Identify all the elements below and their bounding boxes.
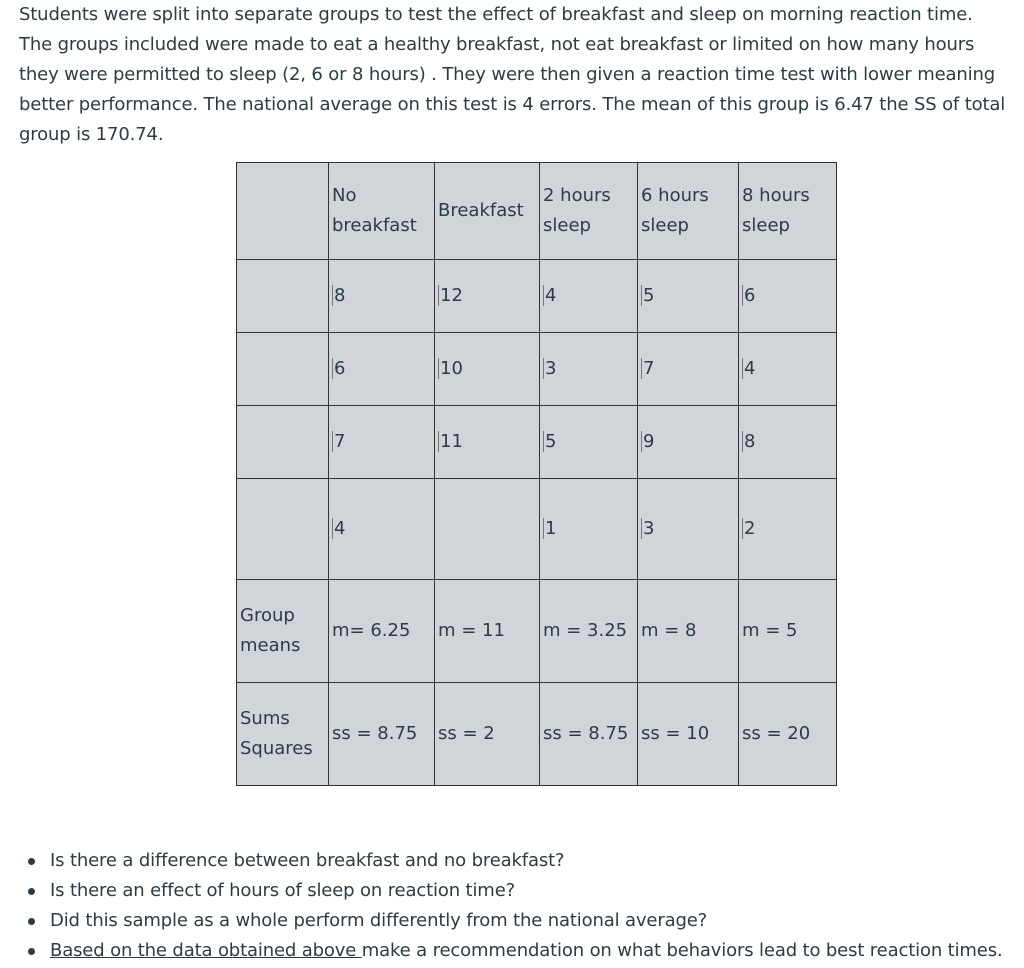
question-text: Is there a difference between breakfast and no breakfast? xyxy=(50,850,565,871)
table-cell xyxy=(739,479,837,580)
cell-value: 5 xyxy=(545,431,557,452)
mean-cell: m = 3.25 xyxy=(540,580,638,683)
group-means-row xyxy=(237,580,837,683)
table-row xyxy=(237,406,837,479)
cell-value: 2 xyxy=(744,518,756,539)
ss-cell: ss = 20 xyxy=(739,683,837,786)
table-cell xyxy=(638,479,739,580)
row-label-cell xyxy=(237,479,329,580)
table-header-row xyxy=(237,163,837,260)
cell-value: 8 xyxy=(744,431,756,452)
table-row xyxy=(237,479,837,580)
cell-value: 6 xyxy=(334,358,346,379)
cell-value: 6 xyxy=(744,285,756,306)
cell-value: 4 xyxy=(334,518,346,539)
mean-cell: m = 11 xyxy=(435,580,540,683)
header-2-hours-label: 2 hours sleep xyxy=(543,185,611,236)
header-2-hours-sleep xyxy=(540,163,638,260)
table-cell xyxy=(638,406,739,479)
mean-cell: m = 8 xyxy=(638,580,739,683)
question-text: Is there an effect of hours of sleep on reaction time? xyxy=(50,880,516,901)
table-row xyxy=(237,260,837,333)
table-cell xyxy=(638,260,739,333)
cell-value: 9 xyxy=(643,431,655,452)
intro-paragraph: Students were split into separate groups to test the effect of breakfast and sleep on morning reaction time. The groups included were made to eat a healthy breakfast, not eat breakfast or limited on how many hours they were permitted to sleep (2, 6 or 8 hours) . They were then given a reaction time test with lower meaning better performance. The national average on this test is 4 errors. The mean of this group is 6.47 the SS of total group is 170.74. xyxy=(19,4,1006,145)
ss-cell: ss = 2 xyxy=(435,683,540,786)
sums-squares-label: Sums Squares xyxy=(237,683,329,786)
table-row xyxy=(237,333,837,406)
list-item xyxy=(50,846,1020,876)
cell-value: 7 xyxy=(334,431,346,452)
table-cell xyxy=(435,260,540,333)
list-item xyxy=(50,876,1020,906)
table-cell xyxy=(329,406,435,479)
cell-value: 3 xyxy=(545,358,557,379)
header-breakfast-label: Breakfast xyxy=(438,200,524,221)
table-cell xyxy=(540,333,638,406)
table-cell xyxy=(540,406,638,479)
header-6-hours-label: 6 hours sleep xyxy=(641,185,709,236)
header-no-breakfast-label: No breakfast xyxy=(332,185,417,236)
table-cell xyxy=(329,333,435,406)
list-item xyxy=(50,936,1020,966)
sums-squares-row xyxy=(237,683,837,786)
row-label-cell xyxy=(237,260,329,333)
table-cell xyxy=(329,260,435,333)
row-label-cell xyxy=(237,333,329,406)
mean-cell: m = 5 xyxy=(739,580,837,683)
cell-value: 3 xyxy=(643,518,655,539)
cell-value: 8 xyxy=(334,285,346,306)
table-cell xyxy=(540,479,638,580)
header-breakfast xyxy=(435,163,540,260)
table-cell xyxy=(739,260,837,333)
cell-value: 11 xyxy=(440,431,463,452)
question-text: make a recommendation on what behaviors lead to best reaction times. xyxy=(361,940,1003,961)
table-cell xyxy=(638,333,739,406)
table-cell xyxy=(739,406,837,479)
cell-value: 10 xyxy=(440,358,463,379)
header-8-hours-label: 8 hours sleep xyxy=(742,185,810,236)
table-cell xyxy=(435,479,540,580)
table-cell xyxy=(435,333,540,406)
underlined-phrase: Based on the data obtained above xyxy=(50,940,362,961)
cell-value: 7 xyxy=(643,358,655,379)
cell-value: 4 xyxy=(545,285,557,306)
cell-value: 12 xyxy=(440,285,463,306)
header-8-hours-sleep xyxy=(739,163,837,260)
table-cell xyxy=(540,260,638,333)
header-6-hours-sleep xyxy=(638,163,739,260)
table-cell xyxy=(329,479,435,580)
ss-cell: ss = 10 xyxy=(638,683,739,786)
question-list xyxy=(50,846,1020,966)
table-cell xyxy=(739,333,837,406)
table-cell xyxy=(435,406,540,479)
ss-cell: ss = 8.75 xyxy=(540,683,638,786)
header-no-breakfast xyxy=(329,163,435,260)
group-means-label: Group means xyxy=(237,580,329,683)
question-text: Did this sample as a whole perform differently from the national average? xyxy=(50,910,708,931)
cell-value: 4 xyxy=(744,358,756,379)
row-label-cell xyxy=(237,406,329,479)
list-item xyxy=(50,906,1020,936)
mean-cell: m= 6.25 xyxy=(329,580,435,683)
cell-value: 5 xyxy=(643,285,655,306)
header-cell-empty xyxy=(237,163,329,260)
cell-value: 1 xyxy=(545,518,557,539)
ss-cell: ss = 8.75 xyxy=(329,683,435,786)
data-table xyxy=(236,162,837,786)
